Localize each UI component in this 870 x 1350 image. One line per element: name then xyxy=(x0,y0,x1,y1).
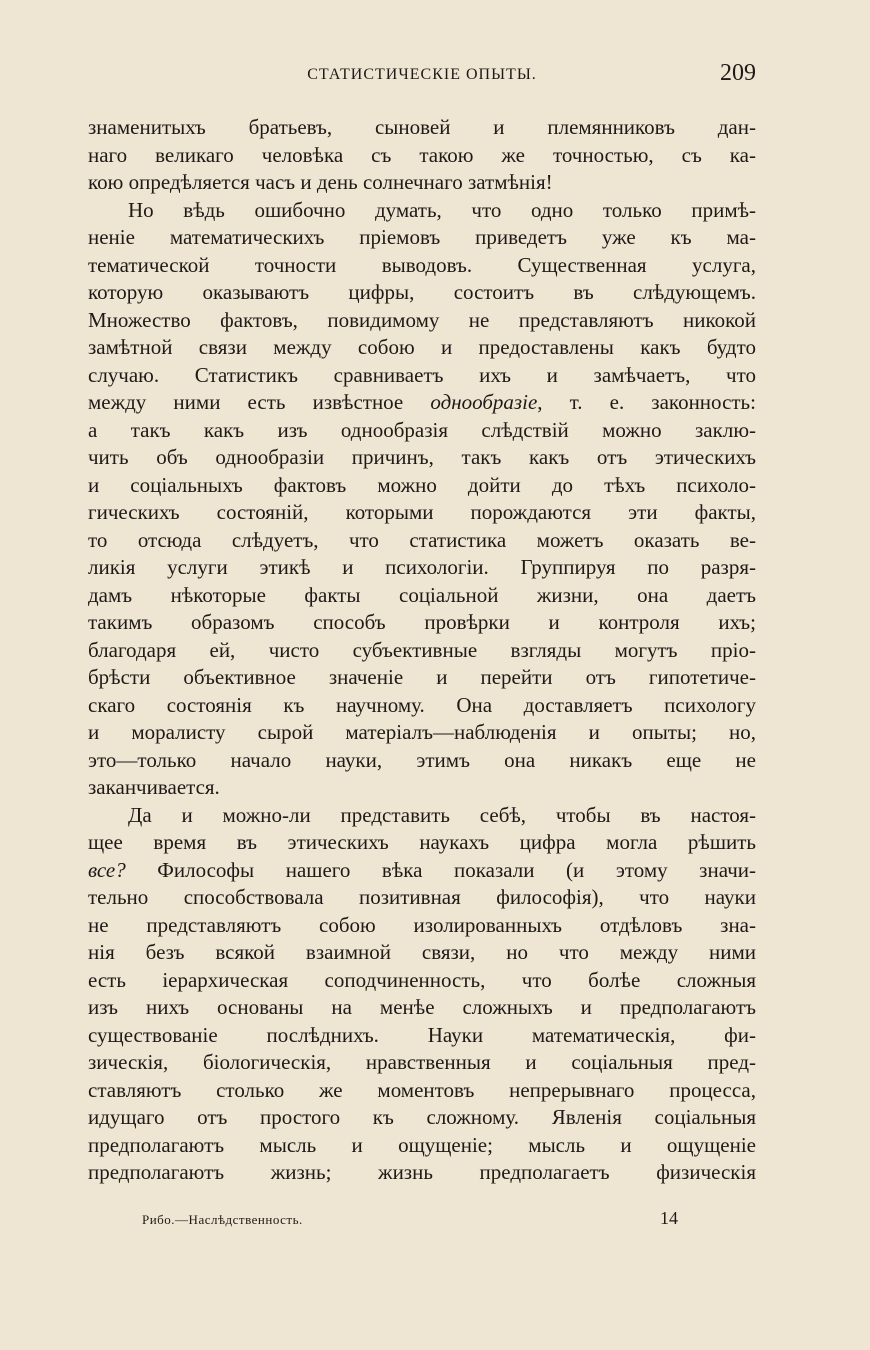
text-line: изъ нихъ основаны на менѣе сложныхъ и предполагаютъ xyxy=(88,995,756,1019)
text-line: идущаго отъ простого къ сложному. Явленія соціальныя xyxy=(88,1105,756,1129)
text-line: щее время въ этическихъ наукахъ цифра могла рѣшить xyxy=(88,830,756,854)
text-line: и соціальныхъ фактовъ можно дойти до тѣхъ психоло- xyxy=(88,472,756,497)
text-line: нія безъ всякой взаимной связи, но что между ними xyxy=(88,940,756,964)
text-line: предполагаютъ жизнь; жизнь предполагаетъ физическія xyxy=(88,1160,756,1184)
emphasized-word: все? xyxy=(88,857,126,882)
text-line: не представляютъ собою изолированныхъ отдѣловъ зна- xyxy=(88,912,756,937)
footer-signature: Рибо.—Наслѣдственность. xyxy=(142,1212,303,1227)
text-line: Но вѣдь ошибочно думать, что одно только примѣ- xyxy=(128,197,756,222)
text-line: случаю. Статистикъ сравниваетъ ихъ и замѣчаетъ, что xyxy=(88,362,756,387)
running-head xyxy=(88,60,756,94)
text-line: знаменитыхъ братьевъ, сыновей и племянниковъ дан- xyxy=(88,115,756,139)
text-line: такимъ образомъ способъ провѣрки и контроля ихъ; xyxy=(88,610,756,634)
text-line: Множество фактовъ, повидимому не представляютъ никокой xyxy=(88,307,756,332)
text-line: благодаря ей, чисто субъективные взгляды могутъ пріо- xyxy=(88,637,756,662)
running-title: СТАТИСТИЧЕСКІЕ ОПЫТЫ. xyxy=(307,66,537,83)
body-text xyxy=(88,114,756,1187)
text-line: неніе математическихъ пріемовъ приведетъ уже къ ма- xyxy=(88,225,756,249)
text-line: и моралисту сырой матеріалъ—наблюденія и опыты; но, xyxy=(88,720,756,744)
footer-sheet-number: 14 xyxy=(660,1208,678,1228)
text-line: а такъ какъ изъ однообразія слѣдствій можно заклю- xyxy=(88,417,756,442)
text-line xyxy=(88,389,756,417)
text-line: заканчивается. xyxy=(88,775,220,799)
emphasized-word: однообразіе xyxy=(430,390,538,414)
text-line: кою опредѣляется часъ и день солнечнаго затмѣнія! xyxy=(88,170,553,194)
text-line: наго великаго человѣка съ такою же точностью, съ ка- xyxy=(88,142,756,167)
page-number: 209 xyxy=(720,60,756,86)
text-segment: Философы нашего вѣка показали (и этому значи- xyxy=(125,857,756,882)
text-line: которую оказываютъ цифры, состоитъ въ слѣдующемъ. xyxy=(88,280,756,304)
text-line: ставляютъ столько же моментовъ непрерывнаго процесса, xyxy=(88,1077,756,1102)
text-line: есть іерархическая соподчиненность, что болѣе сложныя xyxy=(88,967,756,992)
text-line: тельно способствовала позитивная философія), что науки xyxy=(88,885,756,909)
text-line: предполагаютъ мысль и ощущеніе; мысль и ощущеніе xyxy=(88,1132,756,1157)
text-line: ликія услуги этикѣ и психологіи. Группируя по разря- xyxy=(88,555,756,579)
text-segment: между ними есть извѣстное xyxy=(88,390,431,414)
text-segment: , т. е. законность: xyxy=(537,390,756,414)
text-line: замѣтной связи между собою и предоставлены какъ будто xyxy=(88,335,756,359)
text-line: то отсюда слѣдуетъ, что статистика можетъ оказать ве- xyxy=(88,527,756,552)
text-line: это—только начало науки, этимъ она никакъ еще не xyxy=(88,747,756,772)
text-line: зическія, біологическія, нравственныя и соціальныя пред- xyxy=(88,1050,756,1074)
text-line: тематической точности выводовъ. Существенная услуга, xyxy=(88,252,756,277)
text-line: существованіе послѣднихъ. Науки математическія, фи- xyxy=(88,1022,756,1047)
text-line xyxy=(88,857,756,885)
text-line: скаго состоянія къ научному. Она доставляетъ психологу xyxy=(88,692,756,717)
text-line: брѣсти объективное значеніе и перейти отъ гипотетиче- xyxy=(88,665,756,689)
text-line: Да и можно-ли представить себѣ, чтобы въ настоя- xyxy=(128,802,756,827)
text-line: чить объ однообразіи причинъ, такъ какъ отъ этическихъ xyxy=(88,445,756,469)
text-line: дамъ нѣкоторые факты соціальной жизни, она даетъ xyxy=(88,582,756,607)
page-footer xyxy=(142,1208,682,1232)
text-line: гическихъ состояній, которыми порождаются эти факты, xyxy=(88,500,756,524)
